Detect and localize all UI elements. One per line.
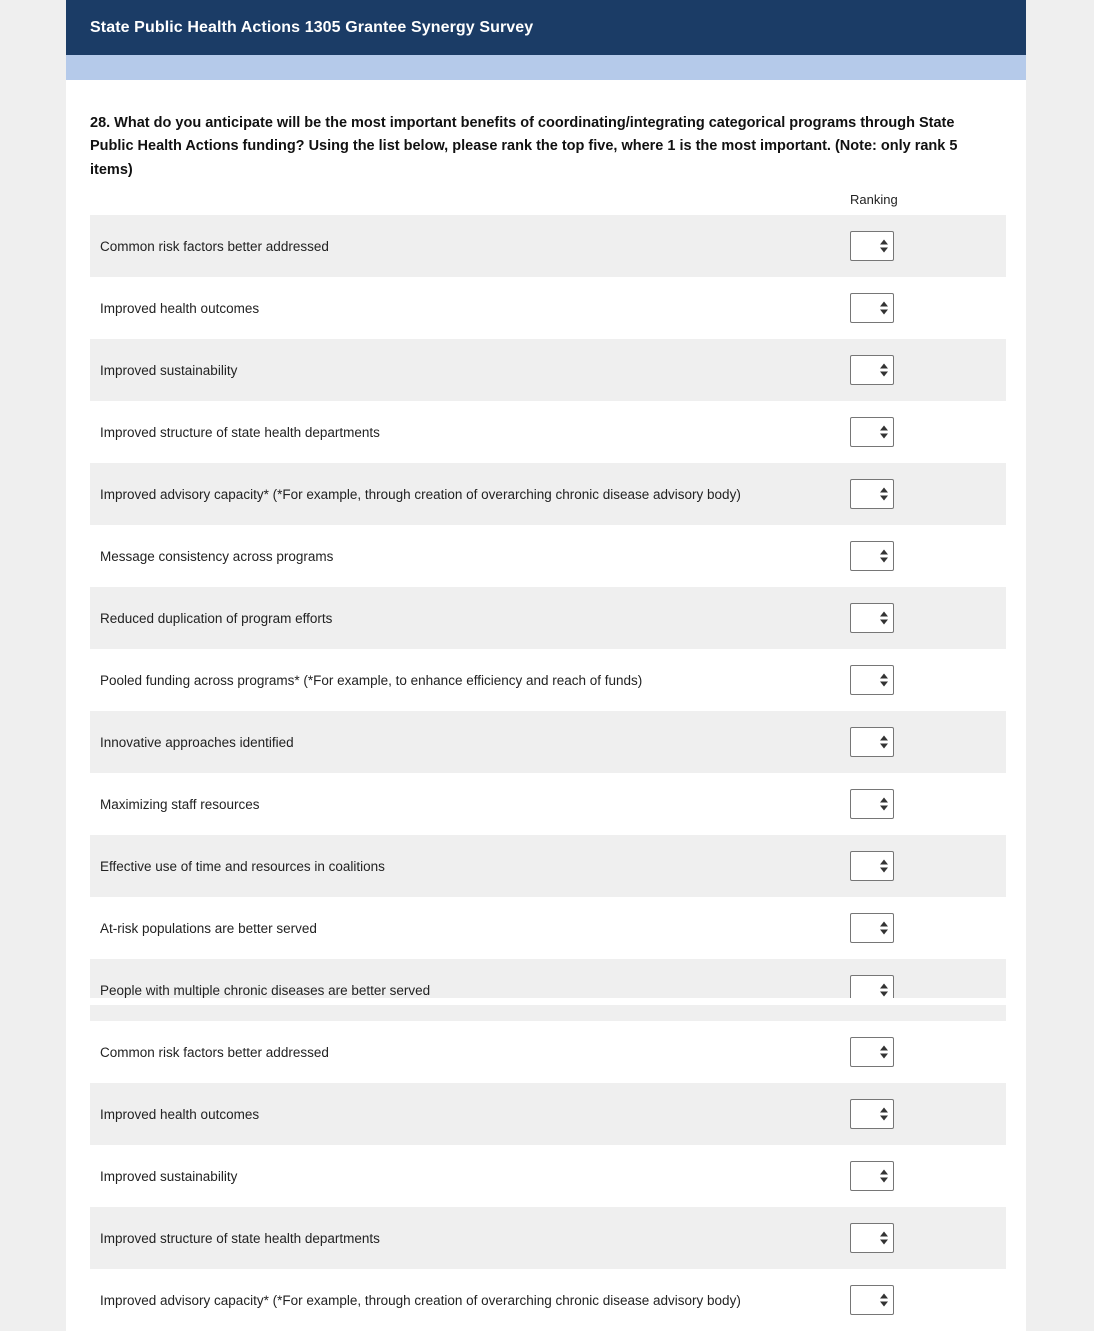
matrix-row-ranking-cell	[842, 773, 1006, 835]
chevron-down-icon[interactable]	[880, 620, 888, 625]
question-text: 28. What do you anticipate will be the most important benefits of coordinating/integrating categorical programs through State Public Health Actions funding? Using the list below, please rank the top five, where 1 is the most important. (Note: only rank 5 items)	[90, 115, 958, 178]
matrix-body	[90, 215, 1006, 1331]
chevron-down-icon[interactable]	[880, 930, 888, 935]
matrix-row-label: Improved health outcomes	[90, 1083, 842, 1145]
table-row	[90, 835, 1006, 897]
ranking-stepper[interactable]	[850, 1285, 894, 1315]
chevron-up-icon[interactable]	[880, 674, 888, 679]
matrix-items-header	[90, 192, 842, 215]
stepper-arrows[interactable]	[880, 736, 888, 749]
matrix-row-label: Effective use of time and resources in coalitions	[90, 835, 842, 897]
table-row	[90, 339, 1006, 401]
ranking-stepper[interactable]	[850, 1223, 894, 1253]
chevron-down-icon[interactable]	[880, 1178, 888, 1183]
table-row	[90, 1207, 1006, 1269]
chevron-down-icon[interactable]	[880, 744, 888, 749]
stepper-arrows[interactable]	[880, 364, 888, 377]
matrix-row-label: Improved sustainability	[90, 339, 842, 401]
chevron-down-icon[interactable]	[880, 372, 888, 377]
matrix-row-ranking-cell	[842, 711, 1006, 773]
table-row	[90, 215, 1006, 277]
stepper-arrows[interactable]	[880, 1170, 888, 1183]
table-row	[90, 525, 1006, 587]
chevron-up-icon[interactable]	[880, 860, 888, 865]
survey-subbar	[66, 55, 1026, 80]
chevron-up-icon[interactable]	[880, 550, 888, 555]
matrix-row-label: Common risk factors better addressed	[90, 215, 842, 277]
stepper-arrows[interactable]	[880, 488, 888, 501]
matrix-row-label: Improved advisory capacity* (*For example, through creation of overarching chronic disease advisory body)	[90, 1269, 842, 1331]
chevron-up-icon[interactable]	[880, 1232, 888, 1237]
table-row	[90, 1269, 1006, 1331]
chevron-up-icon[interactable]	[880, 798, 888, 803]
stepper-arrows[interactable]	[880, 240, 888, 253]
matrix-row-ranking-cell	[842, 277, 1006, 339]
matrix-row-ranking-cell	[842, 835, 1006, 897]
ranking-stepper[interactable]	[850, 665, 894, 695]
chevron-up-icon[interactable]	[880, 1170, 888, 1175]
matrix-row-ranking-cell	[842, 525, 1006, 587]
chevron-up-icon[interactable]	[880, 302, 888, 307]
ranking-stepper[interactable]	[850, 1099, 894, 1129]
chevron-down-icon[interactable]	[880, 1116, 888, 1121]
chevron-down-icon[interactable]	[880, 248, 888, 253]
table-row	[90, 1021, 1006, 1083]
chevron-down-icon[interactable]	[880, 992, 888, 997]
ranking-stepper[interactable]	[850, 231, 894, 261]
chevron-up-icon[interactable]	[880, 364, 888, 369]
matrix-row-label: Maximizing staff resources	[90, 773, 842, 835]
stepper-arrows[interactable]	[880, 550, 888, 563]
table-row	[90, 959, 1006, 1021]
matrix-ranking-header: Ranking	[850, 192, 898, 208]
ranking-matrix	[90, 192, 1006, 1331]
matrix-row-ranking-cell	[842, 1269, 1006, 1331]
matrix-row-label: Common risk factors better addressed	[90, 1021, 842, 1083]
survey-header	[66, 0, 1026, 55]
stepper-arrows[interactable]	[880, 612, 888, 625]
chevron-up-icon[interactable]	[880, 922, 888, 927]
matrix-header-row	[90, 192, 1006, 215]
table-row	[90, 1083, 1006, 1145]
chevron-up-icon[interactable]	[880, 1108, 888, 1113]
matrix-row-label: Improved advisory capacity* (*For example, through creation of overarching chronic disease advisory body)	[90, 463, 842, 525]
stepper-arrows[interactable]	[880, 860, 888, 873]
chevron-down-icon[interactable]	[880, 1302, 888, 1307]
chevron-down-icon[interactable]	[880, 434, 888, 439]
table-row	[90, 587, 1006, 649]
ranking-stepper[interactable]	[850, 1161, 894, 1191]
chevron-down-icon[interactable]	[880, 806, 888, 811]
matrix-row-label: Message consistency across programs	[90, 525, 842, 587]
table-row	[90, 711, 1006, 773]
matrix-row-ranking-cell	[842, 959, 1006, 1021]
stepper-arrows[interactable]	[880, 1232, 888, 1245]
matrix-row-label: Improved structure of state health departments	[90, 1207, 842, 1269]
chevron-down-icon[interactable]	[880, 1054, 888, 1059]
matrix-row-label: Pooled funding across programs* (*For example, to enhance efficiency and reach of funds)	[90, 649, 842, 711]
chevron-down-icon[interactable]	[880, 558, 888, 563]
stepper-arrows[interactable]	[880, 1294, 888, 1307]
ranking-stepper[interactable]	[850, 541, 894, 571]
matrix-row-ranking-cell	[842, 1021, 1006, 1083]
matrix-row-ranking-cell	[842, 215, 1006, 277]
chevron-up-icon[interactable]	[880, 240, 888, 245]
table-row	[90, 649, 1006, 711]
matrix-row-ranking-cell	[842, 897, 1006, 959]
matrix-row-ranking-cell	[842, 401, 1006, 463]
chevron-down-icon[interactable]	[880, 682, 888, 687]
ranking-stepper[interactable]	[850, 789, 894, 819]
ranking-stepper[interactable]	[850, 293, 894, 323]
matrix-row-label: Reduced duplication of program efforts	[90, 587, 842, 649]
matrix-row-ranking-cell	[842, 463, 1006, 525]
survey-title: State Public Health Actions 1305 Grantee Synergy Survey	[90, 18, 534, 36]
chevron-up-icon[interactable]	[880, 984, 888, 989]
matrix-row-ranking-cell	[842, 587, 1006, 649]
stepper-arrows[interactable]	[880, 798, 888, 811]
matrix-row-ranking-cell	[842, 1083, 1006, 1145]
survey-body	[66, 80, 1026, 1331]
chevron-up-icon[interactable]	[880, 1046, 888, 1051]
stepper-arrows[interactable]	[880, 426, 888, 439]
stepper-arrows[interactable]	[880, 302, 888, 315]
table-row	[90, 1145, 1006, 1207]
table-row	[90, 277, 1006, 339]
chevron-up-icon[interactable]	[880, 426, 888, 431]
ranking-stepper[interactable]	[850, 355, 894, 385]
chevron-down-icon[interactable]	[880, 496, 888, 501]
table-row	[90, 463, 1006, 525]
survey-card	[66, 0, 1026, 1331]
chevron-up-icon[interactable]	[880, 1294, 888, 1299]
stepper-arrows[interactable]	[880, 1108, 888, 1121]
ranking-stepper[interactable]	[850, 913, 894, 943]
ranking-stepper[interactable]	[850, 1037, 894, 1067]
ranking-stepper[interactable]	[850, 479, 894, 509]
stepper-arrows[interactable]	[880, 922, 888, 935]
table-row	[90, 773, 1006, 835]
ranking-stepper[interactable]	[850, 851, 894, 881]
chevron-up-icon[interactable]	[880, 736, 888, 741]
ranking-stepper[interactable]	[850, 603, 894, 633]
table-row	[90, 401, 1006, 463]
matrix-row-label: Improved health outcomes	[90, 277, 842, 339]
table-row	[90, 897, 1006, 959]
ranking-stepper[interactable]	[850, 417, 894, 447]
chevron-down-icon[interactable]	[880, 1240, 888, 1245]
matrix-row-label: Innovative approaches identified	[90, 711, 842, 773]
matrix-row-ranking-cell	[842, 649, 1006, 711]
chevron-up-icon[interactable]	[880, 488, 888, 493]
chevron-up-icon[interactable]	[880, 612, 888, 617]
matrix-row-ranking-cell	[842, 339, 1006, 401]
stepper-arrows[interactable]	[880, 674, 888, 687]
stepper-arrows[interactable]	[880, 984, 888, 997]
matrix-row-label: Improved structure of state health departments	[90, 401, 842, 463]
matrix-row-label: At-risk populations are better served	[90, 897, 842, 959]
matrix-row-label: People with multiple chronic diseases are better served	[90, 959, 842, 1021]
stepper-arrows[interactable]	[880, 1046, 888, 1059]
matrix-row-ranking-cell	[842, 1207, 1006, 1269]
page-bottom-edge	[66, 998, 1026, 1005]
matrix-row-ranking-cell	[842, 1145, 1006, 1207]
chevron-down-icon[interactable]	[880, 310, 888, 315]
ranking-stepper[interactable]	[850, 727, 894, 757]
matrix-row-label: Improved sustainability	[90, 1145, 842, 1207]
chevron-down-icon[interactable]	[880, 868, 888, 873]
